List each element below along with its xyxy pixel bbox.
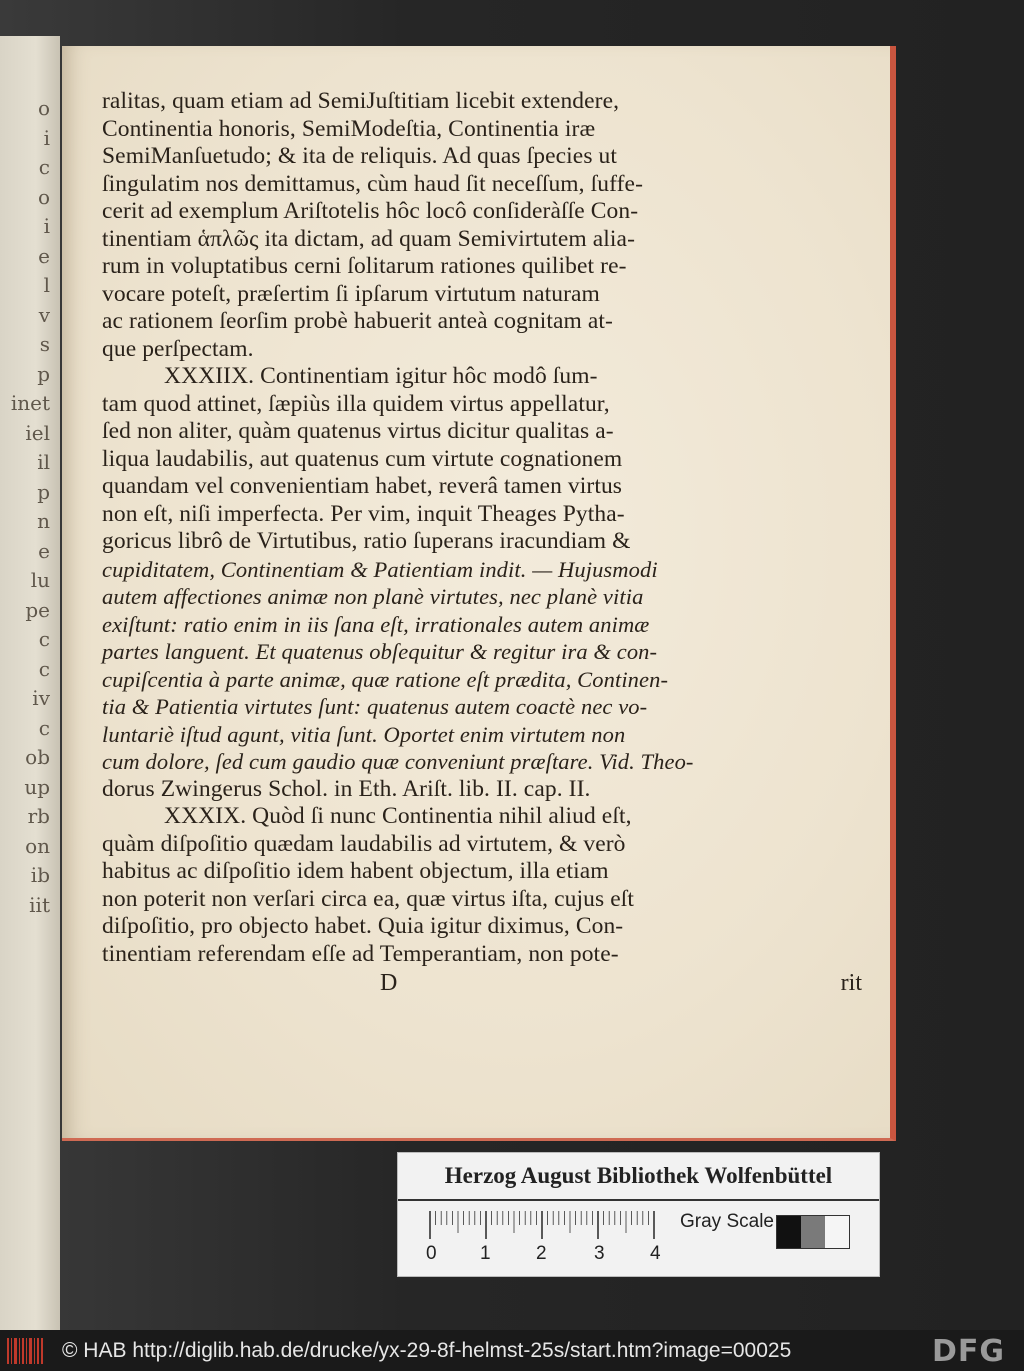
color-scale-card [397,1152,880,1277]
paragraph-39-heading: XXXIX. Quòd ſi nunc Continentia nihil aliud eſt, [164,803,632,829]
text-line: dorus Zwingerus Schol. in Eth. Ariſt. lib. II. cap. II. [102,775,591,802]
copyright-url[interactable]: © HAB http://diglib.hab.de/drucke/yx-29-8f-helmst-25s/start.htm?image=00025 [62,1339,792,1362]
text-line: ac rationem ſeorſim probè habuerit anteà cognitam at- [102,308,613,334]
text-line: que perſpectam. [102,335,254,362]
facing-page-fragment: p [37,479,50,504]
gray-scale-label: Gray Scale [680,1211,774,1232]
facing-page-fragment: c [38,155,50,179]
paragraph-38-heading: XXXIIX. Continentiam igitur hôc modô ſum- [164,363,598,389]
scale-number: 4 [650,1243,661,1264]
text-line: vocare poteſt, præſertim ſi ipſarum virtutum naturam [102,280,600,307]
quotation-line: cupiditatem, Continentiam & Patientiam indit. — Hujusmodi [102,556,658,582]
facing-page-fragment: inet [10,391,50,415]
facing-page-fragment: il [37,450,50,474]
facing-page-fragment: i [43,125,50,150]
viewer-footer-bar [0,1330,1024,1371]
facing-page-edge [0,36,60,1336]
divider [398,1199,879,1201]
gray-scale-swatch [776,1215,850,1249]
quotation-line: autem affectiones animæ non planè virtutes, nec planè vitia [102,584,644,609]
facing-page-fragment: n [37,509,50,533]
text-line: Continentia honoris, SemiModeſtia, Continentia iræ [102,115,596,142]
library-name: Herzog August Bibliothek Wolfenbüttel [444,1163,833,1188]
text-line: non eſt, niſi imperfecta. Per vim, inquit Theages Pytha- [102,500,625,527]
facing-page-fragment: pe [25,597,50,622]
facing-page-fragment: e [38,538,50,563]
catchword: rit [840,970,862,996]
quotation-line: luntariè iſtud agunt, vitia ſunt. Oportet enim virtutem non [102,721,626,747]
gray-swatch-cell [825,1216,849,1248]
scale-number: 0 [426,1243,437,1264]
quotation-line: partes languent. Et quatenus obſequitur & regitur ira & con- [102,639,658,664]
text-line: tam quod attinet, ſæpiùs illa quidem virtus appellatur, [102,390,610,417]
quotation-line: tia & Patientia virtutes ſunt: quatenus autem coactè nec vo- [102,694,648,719]
text-line: quàm diſpoſitio quædam laudabilis ad virtutem, & verò [102,830,626,857]
facing-page-fragment: p [37,361,50,386]
facing-page-fragment: s [39,332,50,356]
facing-page-fragment: c [38,715,50,740]
quotation-line: cum dolore, ſed cum gaudio quæ conveniunt præſtare. Vid. Theo- [102,749,694,774]
text-line: cerit ad exemplum Ariſtotelis hôc locô conſideràſſe Con- [102,198,639,224]
page-text [102,88,862,1000]
barcode-icon [6,1338,44,1364]
text-line: goricus librô de Virtutibus, ratio ſuperans iracundiam & [102,528,631,554]
text-line: quandam vel convenientiam habet, reverâ tamen virtus [102,473,623,499]
text-line: non poterit non verſari circa ea, quæ virtus iſta, cujus eſt [102,885,634,912]
text-line: tinentiam ἁπλῶς ita dictam, ad quam Semivirtutem alia- [102,225,636,252]
quotation-line: cupiſcentia à parte animæ, quæ ratione eſt prædita, Continen- [102,666,669,692]
facing-page-fragment: e [38,243,50,268]
text-line: SemiManſuetudo; & ita de reliquis. Ad quas ſpecies ut [102,143,618,169]
text-line: tinentiam referendam eſſe ad Temperantiam, non pote- [102,940,619,967]
facing-page-fragment: o [37,96,50,120]
quotation-line: exiſtunt: ratio enim in iis ſana eſt, irrationales autem animæ [102,611,650,637]
text-line: diſpoſitio, pro objecto habet. Quia igitur diximus, Con- [102,913,624,939]
facing-page-fragment: o [37,184,50,209]
facing-page-fragment: up [24,774,50,799]
facing-page-fragment: rb [27,804,50,828]
text-line: ſingulatim nos demittamus, cùm haud ſit neceſſum, ſuffe- [102,170,643,197]
text-line: habitus ac diſpoſitio idem habent objectum, illa etiam [102,858,609,884]
scale-ruler-icon [428,1211,668,1239]
gray-swatch-cell [777,1216,801,1248]
facing-page-fragment: ib [30,863,50,887]
facing-page-fragment: i [43,214,50,238]
facing-page-fragment: lu [30,568,50,592]
scale-number: 2 [536,1243,547,1264]
facing-page-fragment: ob [25,745,50,769]
text-line: rum in voluptatibus cerni ſolitarum rationes quilibet re- [102,253,627,279]
facing-page-fragment: iv [32,686,50,710]
facing-page-fragment: iel [25,420,50,445]
gray-swatch-cell [801,1216,825,1248]
scale-number: 3 [594,1243,605,1264]
facing-page-fragment: l [43,273,50,297]
signature-mark: D [380,970,398,996]
book-page [62,46,896,1141]
text-line: liqua laudabilis, aut quatenus cum virtute cognationem [102,445,623,472]
facing-page-fragment: on [25,833,50,858]
facing-page-fragment: v [38,302,50,327]
text-line: ſed non aliter, quàm quatenus virtus dicitur qualitas a- [102,418,614,444]
text-line: ralitas, quam etiam ad SemiJuſtitiam licebit extendere, [102,88,620,114]
scale-number: 1 [480,1243,491,1264]
facing-page-fragment: c [38,627,50,651]
page-footer [102,968,862,1000]
facing-page-fragment: c [38,656,50,681]
dfg-logo: DFG [932,1334,1006,1369]
facing-page-fragment: iit [29,892,50,917]
